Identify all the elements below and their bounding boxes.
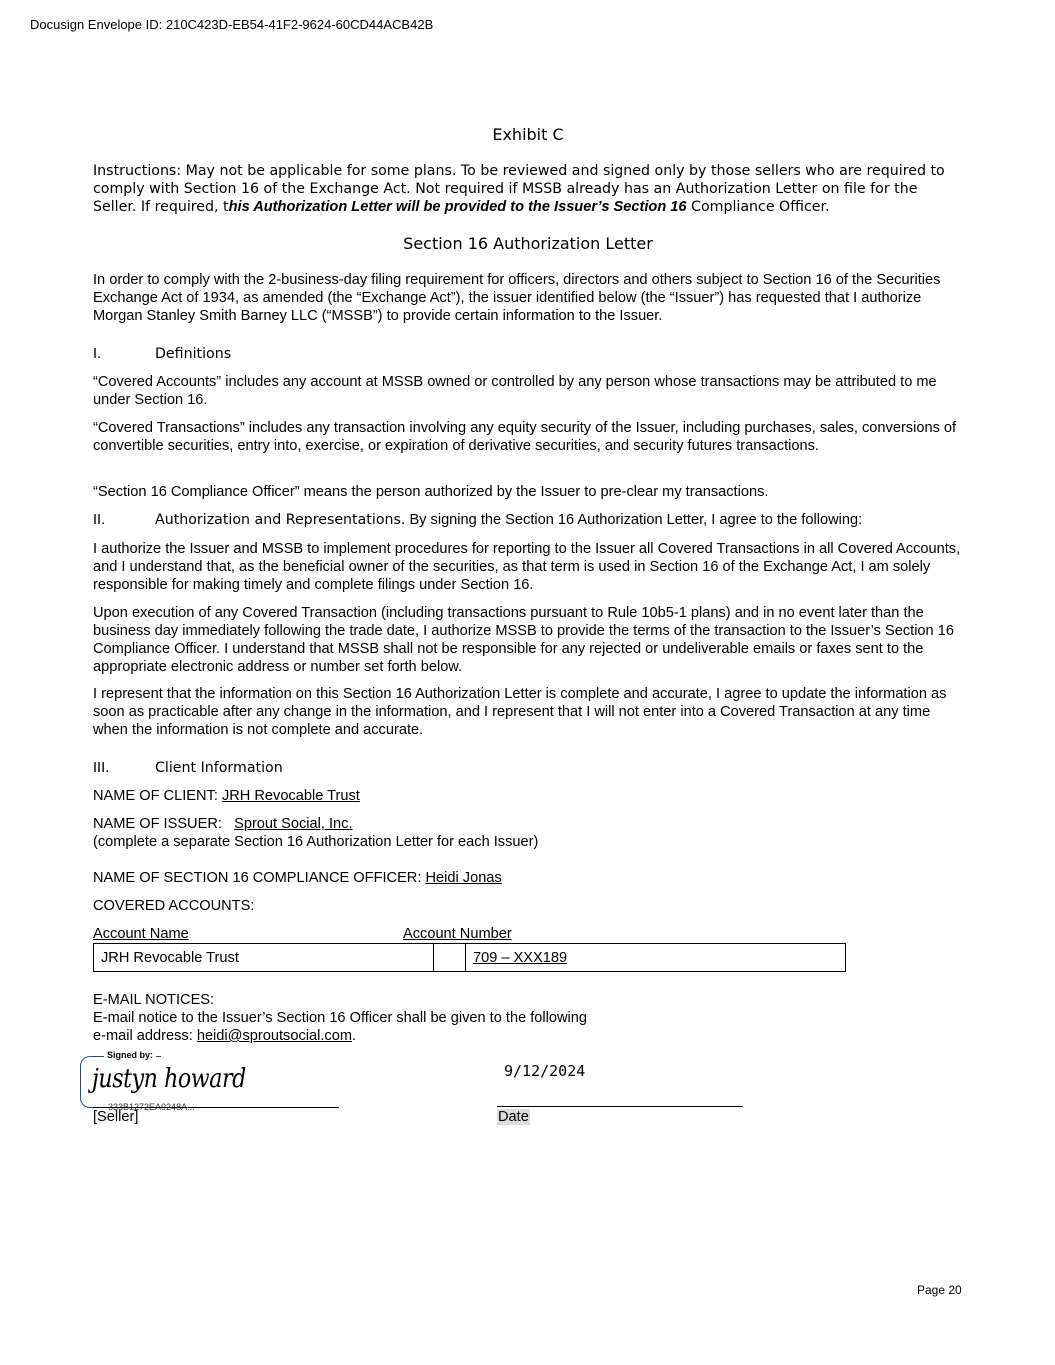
account-name-cell: JRH Revocable Trust [94, 944, 434, 972]
table-row [94, 944, 846, 972]
compliance-officer-value: Heidi Jonas [425, 870, 502, 886]
signed-by-label: Signed by: [104, 1050, 156, 1060]
date-label: Date [498, 1109, 529, 1125]
exhibit-title: Exhibit C [492, 125, 564, 144]
instructions-lead: Instructions: May not be applicable for some plans. To be reviewed and signed only by those sellers who are required to comply with Section 16 of the Exchange Act. Not required if MSSB already has an Authorization Letter on file for the Seller. If required, t [93, 163, 945, 215]
date-value: 9/12/2024 [504, 1062, 586, 1080]
account-number-cell [466, 944, 846, 972]
issuer-name-value: Sprout Social, Inc. [234, 816, 353, 832]
date-line [497, 1106, 743, 1107]
section-2-title: Authorization and Representations. [155, 512, 406, 528]
issuer-name-line [93, 815, 963, 833]
section-2-number: II. [93, 512, 106, 528]
intro-paragraph: In order to comply with the 2-business-day filing requirement for officers, directors and others subject to Section 16 of the Securities Exchange Act of 1934, as amended (the “Exchange Act”), the issuer identified below (the “Issuer”) has requested that I authorize Morgan Stanley Smith Barney LLC (“MSSB”) to provide certain information to the Issuer. [93, 272, 941, 324]
section-3-number: III. [93, 760, 110, 776]
authorization-paragraph-2: Upon execution of any Covered Transaction (including transactions pursuant to Rule 10b5-1 plans) and in no event later than the business day immediately following the trade date, I authorize MSSB to provide the terms of the transaction to the Issuer’s Section 16 Compliance Officer. I understand that MSSB shall not be responsible for any rejected or undeliverable emails or faxes sent to the appropriate electronic address or number set forth below. [93, 605, 954, 675]
section-3-title: Client Information [155, 760, 283, 776]
section-1-heading [93, 345, 963, 363]
definition-covered-accounts: “Covered Accounts” includes any account at MSSB owned or controlled by any person whose transactions may be attributed to me under Section 16. [93, 374, 937, 408]
email-notices-heading: E-MAIL NOTICES: [93, 992, 215, 1008]
spacer-cell [434, 944, 466, 972]
section-2-heading [93, 511, 963, 529]
definition-covered-transactions: “Covered Transactions” includes any transaction involving any equity security of the Issuer, including purchases, sales, conversions of convertible securities, entry into, exercise, or expiration of derivative securities, and security futures transactions. [93, 420, 957, 454]
letter-title: Section 16 Authorization Letter [403, 234, 653, 253]
instructions-tail: Compliance Officer. [686, 199, 830, 215]
authorization-paragraph-1: I authorize the Issuer and MSSB to implement procedures for reporting to the Issuer all Covered Transactions in all Covered Accounts, and I understand that, as the beneficial owner of the securities, as that term is used in Section 16 of the Exchange Act, I am solely responsible for making timely and complete filings under Section 16. [93, 541, 961, 593]
client-name-value: JRH Revocable Trust [221, 788, 360, 804]
email-period: . [351, 1028, 357, 1044]
section-2-lead: By signing the Section 16 Authorization Letter, I agree to the following: [405, 512, 863, 528]
account-name-header: Account Name [93, 926, 189, 942]
client-name-label: NAME OF CLIENT: [93, 788, 222, 804]
section-1-title: Definitions [155, 346, 232, 362]
seller-signature: justyn howard [92, 1064, 246, 1094]
section-1-number: I. [93, 346, 102, 362]
instructions [93, 162, 963, 216]
email-address-value[interactable]: heidi@sproutsocial.com [196, 1028, 352, 1044]
compliance-officer-line [93, 869, 963, 887]
account-number-header: Account Number [403, 926, 512, 942]
page-number: Page 20 [917, 1283, 962, 1297]
covered-accounts-label: COVERED ACCOUNTS: [93, 898, 255, 914]
email-address-label: e-mail address: [93, 1028, 197, 1044]
instructions-emphasis: his Authorization Letter will be provided to the Issuer’s Section 16 [228, 199, 687, 215]
seller-signature-line [93, 1107, 339, 1108]
compliance-officer-label: NAME OF SECTION 16 COMPLIANCE OFFICER: [93, 870, 426, 886]
client-name-line [93, 787, 963, 805]
envelope-id: Docusign Envelope ID: 210C423D-EB54-41F2-9624-60CD44ACB42B [30, 17, 434, 32]
email-notice-text: E-mail notice to the Issuer’s Section 16 Officer shall be given to the following [93, 1010, 588, 1026]
email-address-line [93, 1027, 963, 1045]
covered-accounts-table [93, 943, 846, 972]
account-number-value: 709 – XXX189 [473, 949, 568, 966]
authorization-paragraph-3: I represent that the information on this Section 16 Authorization Letter is complete and accurate, I agree to update the information as soon as practicable after any change in the information, and I represent that I will not enter into a Covered Transaction at any time when the information is not complete and accurate. [93, 686, 947, 738]
seller-label: [Seller] [93, 1109, 139, 1125]
definition-compliance-officer: “Section 16 Compliance Officer” means the person authorized by the Issuer to pre-clear my transactions. [93, 484, 769, 500]
issuer-note: (complete a separate Section 16 Authorization Letter for each Issuer) [93, 834, 539, 850]
issuer-name-label: NAME OF ISSUER: [93, 816, 235, 832]
signature-id: 333B1272EA9248A... [108, 1102, 195, 1112]
section-3-heading [93, 759, 963, 777]
